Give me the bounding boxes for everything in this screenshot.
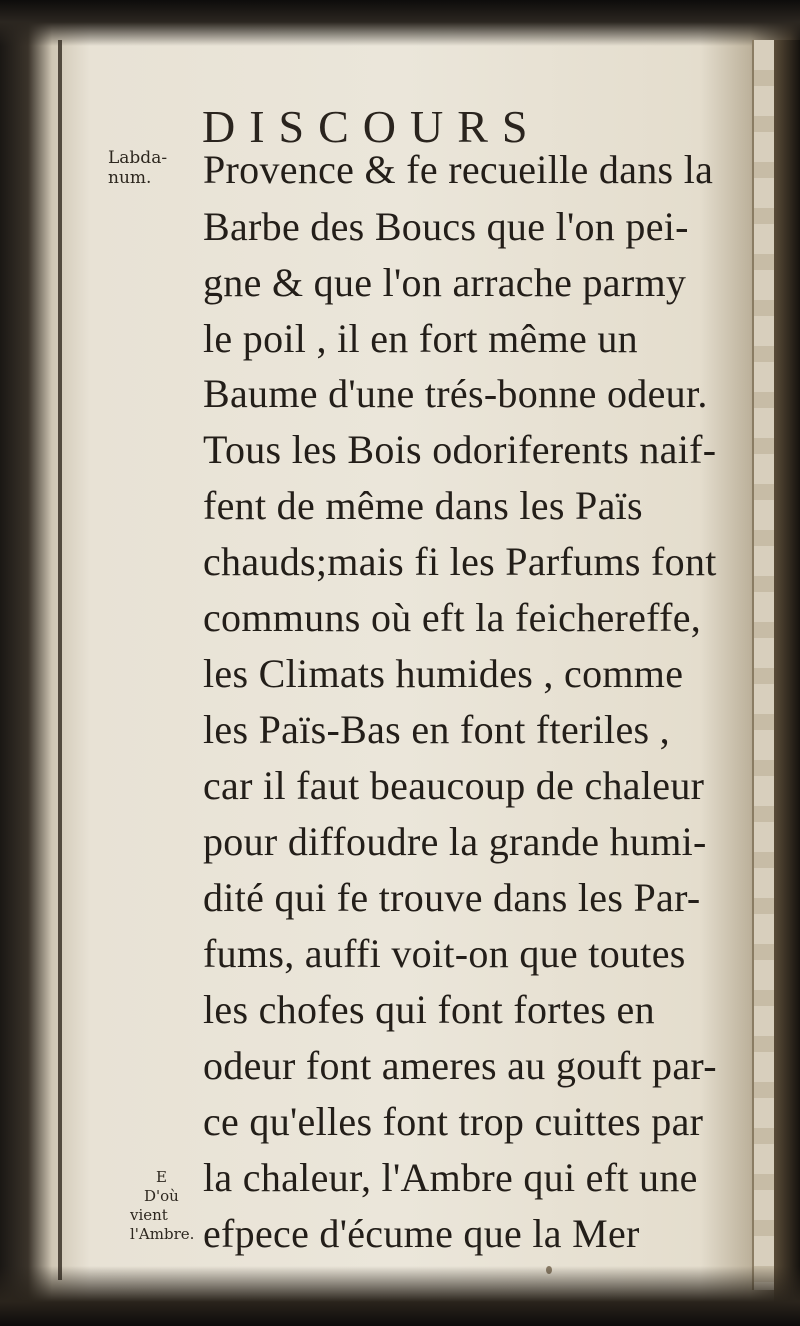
binding-rule xyxy=(58,40,62,1280)
text-line: Barbe des Boucs que l'on pei- xyxy=(203,204,689,249)
text-line: les Climats humides , comme xyxy=(203,651,684,696)
text-line: gne & que l'on arrache parmy xyxy=(203,260,687,305)
text-line: odeur font ameres au gouft par- xyxy=(203,1043,717,1088)
text-line: pour diffoudre la grande humi- xyxy=(203,819,707,864)
text-line: la chaleur, l'Ambre qui eft une xyxy=(203,1155,698,1200)
text-line: fent de même dans les Païs xyxy=(203,483,643,528)
margin-note-line: D'où xyxy=(144,1187,179,1205)
margin-note-labdanum xyxy=(108,148,167,188)
margin-note-line: Labda- xyxy=(108,148,168,168)
text-line: efpece d'écume que la Mer xyxy=(203,1211,640,1256)
text-line: le poil , il en fort même un xyxy=(203,316,638,361)
text-line: Provence & fe recueille dans la xyxy=(203,147,714,192)
text-line: dité qui fe trouve dans les Par- xyxy=(203,875,701,920)
text-line: ce qu'elles font trop cuittes par xyxy=(203,1099,704,1144)
book-edge-shadow xyxy=(774,40,800,1326)
running-header: DISCOURS xyxy=(202,101,542,152)
bottom-shadow xyxy=(0,1266,800,1326)
margin-note-ambre xyxy=(130,1168,194,1244)
text-line: Baume d'une trés-bonne odeur. xyxy=(203,371,708,416)
text-line: les Païs-Bas en font fteriles , xyxy=(203,707,670,752)
facing-page-edge xyxy=(752,40,776,1290)
text-line: les chofes qui font fortes en xyxy=(203,987,655,1032)
margin-note-line: vient xyxy=(130,1206,168,1224)
text-line: fums, auffi voit-on que toutes xyxy=(203,931,686,976)
text-line: Tous les Bois odoriferents naif- xyxy=(203,427,717,472)
margin-note-line: l'Ambre. xyxy=(130,1225,195,1243)
text-line: communs où eft la feichereffe, xyxy=(203,595,702,640)
margin-note-line: num. xyxy=(108,168,152,188)
text-line: chauds;mais fi les Parfums font xyxy=(203,539,717,584)
top-shadow xyxy=(0,0,800,46)
margin-note-line: E xyxy=(156,1168,167,1186)
text-line: car il faut beaucoup de chaleur xyxy=(203,763,705,808)
